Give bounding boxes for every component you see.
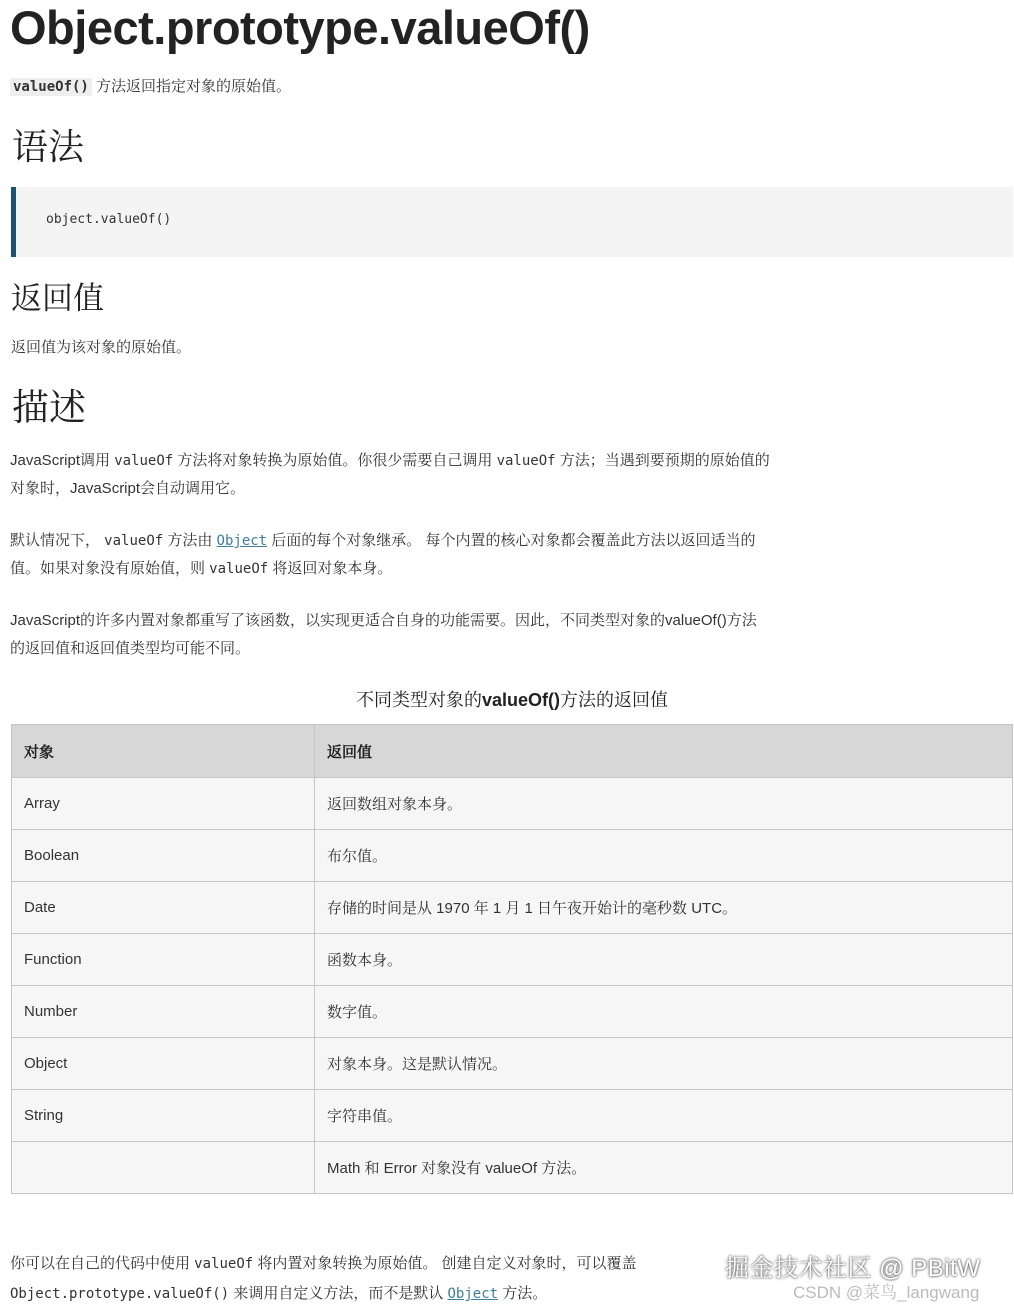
intro-text xyxy=(10,76,291,98)
cell-object: Object xyxy=(12,1038,315,1090)
caption-text: 不同类型对象的 xyxy=(355,690,482,711)
footer-paragraph xyxy=(10,1249,710,1309)
text-segment: 后面的每个对象继承。 每个内置的核心对象都会覆盖此方法以返回适当的值。如果对象没有原始值，则 xyxy=(10,532,756,577)
watermark-csdn: CSDN @菜鸟_langwang xyxy=(793,1283,980,1302)
text-segment: 来调用自定义方法，而不是默认 xyxy=(229,1285,448,1302)
table-row xyxy=(12,830,1013,882)
page-title: Object.prototype.valueOf() xyxy=(10,1,590,54)
inline-code: valueOf xyxy=(194,1256,254,1272)
text-segment: 方法；当遇到要预期的原始值的对象时，JavaScript会自动调用它。 xyxy=(10,452,770,497)
intro-code: valueOf() xyxy=(10,78,92,96)
return-value-text: 返回值为该对象的原始值。 xyxy=(11,339,192,356)
description-paragraph-3: JavaScript的许多内置对象都重写了该函数，以实现更适合自身的功能需要。因此，不同类型对象的valueOf()方法的返回值和返回值类型均可能不同。 xyxy=(10,612,757,657)
inline-code: valueOf xyxy=(104,533,164,549)
cell-return: 字符串值。 xyxy=(315,1090,1013,1142)
description-heading: 描述 xyxy=(12,386,86,429)
text-segment: JavaScript调用 xyxy=(10,452,115,469)
cell-object: Function xyxy=(12,934,315,986)
object-link[interactable]: Object xyxy=(447,1286,499,1302)
text-segment: 方法。 xyxy=(498,1285,548,1302)
inline-code: valueOf xyxy=(496,453,556,469)
return-values-table xyxy=(11,724,1013,1194)
syntax-heading: 语法 xyxy=(12,127,85,168)
cell-object: Boolean xyxy=(12,830,315,882)
description-paragraph-1 xyxy=(10,447,770,503)
table-row xyxy=(12,882,1013,934)
table-header-row xyxy=(12,725,1013,778)
table-row xyxy=(12,934,1013,986)
syntax-code-block xyxy=(11,187,1013,257)
cell-return: 返回数组对象本身。 xyxy=(315,778,1013,830)
cell-object: Date xyxy=(12,882,315,934)
text-segment: 方法由 xyxy=(163,532,217,549)
table-row xyxy=(12,1142,1013,1194)
header-object: 对象 xyxy=(12,725,315,778)
text-segment: 将内置对象转换为原始值。 创建自定义对象时，可以覆盖 xyxy=(253,1255,637,1272)
table-row xyxy=(12,778,1013,830)
table-row xyxy=(12,986,1013,1038)
return-value-heading: 返回值 xyxy=(11,281,104,317)
syntax-code: object.valueOf() xyxy=(46,212,172,227)
inline-code: valueOf xyxy=(114,453,174,469)
table-row xyxy=(12,1038,1013,1090)
cell-object: Array xyxy=(12,778,315,830)
cell-object: Number xyxy=(12,986,315,1038)
cell-return: Math 和 Error 对象没有 valueOf 方法。 xyxy=(315,1142,1013,1194)
object-link[interactable]: Object xyxy=(216,533,268,549)
cell-return: 存储的时间是从 1970 年 1 月 1 日午夜开始计的毫秒数 UTC。 xyxy=(315,882,1013,934)
caption-bold: valueOf() xyxy=(481,690,560,710)
cell-object xyxy=(12,1142,315,1194)
caption-text: 方法的返回值 xyxy=(560,690,668,711)
inline-code: valueOf xyxy=(209,561,269,577)
intro-sentence: 方法返回指定对象的原始值。 xyxy=(91,78,292,95)
cell-object: String xyxy=(12,1090,315,1142)
text-segment: 方法将对象转换为原始值。你很少需要自己调用 xyxy=(173,452,497,469)
table-caption xyxy=(0,686,1014,712)
description-paragraph-2 xyxy=(10,527,770,583)
header-return-value: 返回值 xyxy=(315,725,1013,778)
cell-return: 函数本身。 xyxy=(315,934,1013,986)
text-segment: 将返回对象本身。 xyxy=(268,560,393,577)
table-row xyxy=(12,1090,1013,1142)
text-segment: 你可以在自己的代码中使用 xyxy=(10,1255,195,1272)
inline-code: Object.prototype.valueOf() xyxy=(10,1286,230,1302)
cell-return: 数字值。 xyxy=(315,986,1013,1038)
cell-return: 布尔值。 xyxy=(315,830,1013,882)
text-segment: 默认情况下， xyxy=(10,532,105,549)
cell-return: 对象本身。这是默认情况。 xyxy=(315,1038,1013,1090)
watermark-juejin: 掘金技术社区 @ PBitW xyxy=(725,1255,981,1282)
